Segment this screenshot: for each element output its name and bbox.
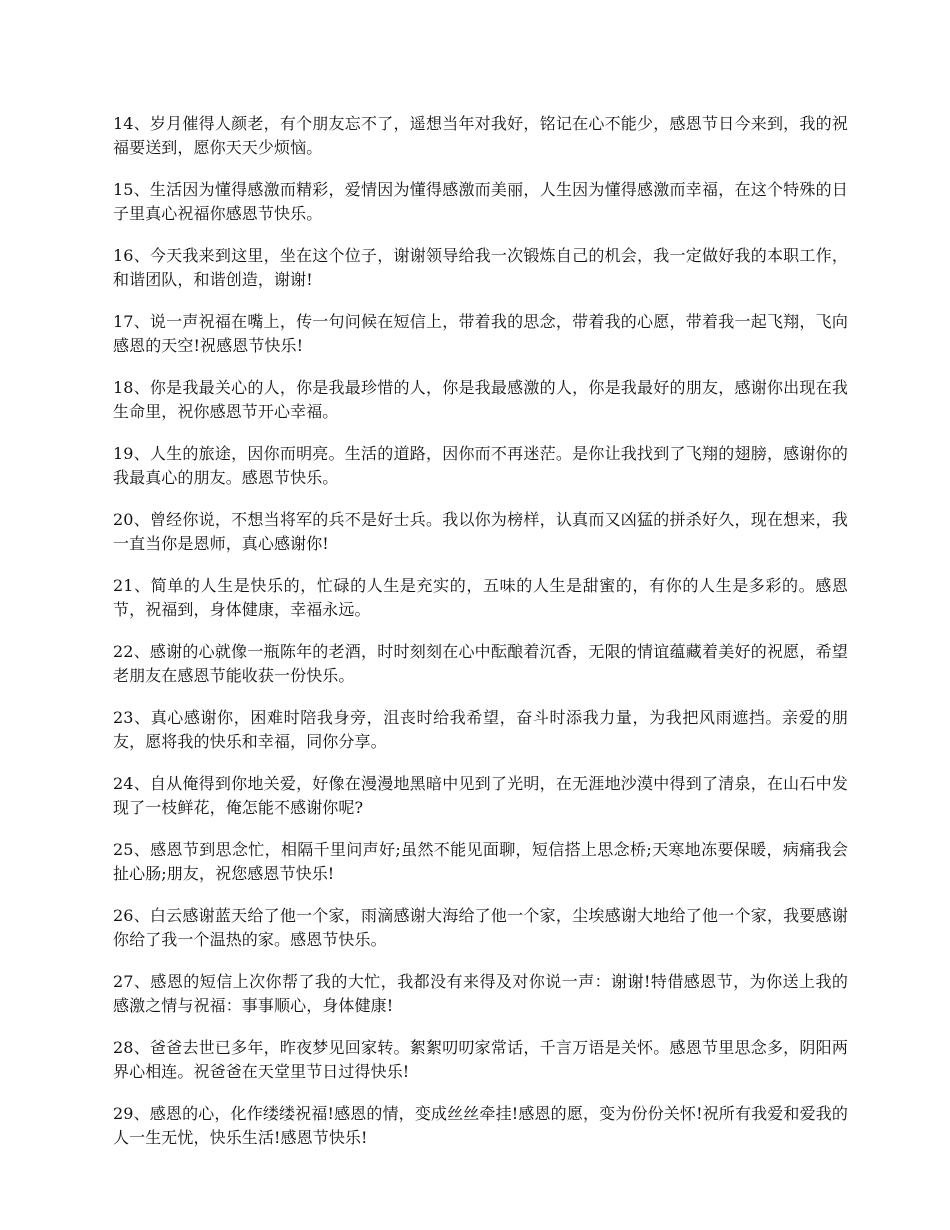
paragraph-25: 25、感恩节到思念忙，相隔千里问声好;虽然不能见面聊，短信搭上思念桥;天寒地冻要保暖，病痛我会扯心肠;朋友，祝您感恩节快乐! bbox=[113, 840, 848, 883]
paragraph-22: 22、感谢的心就像一瓶陈年的老酒，时时刻刻在心中酝酿着沉香，无限的情谊蕴藏着美好的祝愿，希望老朋友在感恩节能收获一份快乐。 bbox=[113, 642, 848, 685]
paragraph-18: 18、你是我最关心的人，你是我最珍惜的人，你是我最感激的人，你是我最好的朋友，感谢你出现在我生命里，祝你感恩节开心幸福。 bbox=[113, 378, 848, 421]
paragraph-29: 29、感恩的心，化作缕缕祝福!感恩的情，变成丝丝牵挂!感恩的愿，变为份份关怀!祝所有我爱和爱我的人一生无忧，快乐生活!感恩节快乐! bbox=[113, 1104, 848, 1147]
paragraph-21: 21、简单的人生是快乐的，忙碌的人生是充实的，五味的人生是甜蜜的，有你的人生是多彩的。感恩节，祝福到，身体健康，幸福永远。 bbox=[113, 576, 848, 619]
paragraph-24: 24、自从俺得到你地关爱，好像在漫漫地黑暗中见到了光明，在无涯地沙漠中得到了清泉，在山石中发现了一枝鲜花，俺怎能不感谢你呢? bbox=[113, 774, 848, 817]
paragraph-23: 23、真心感谢你，困难时陪我身旁，沮丧时给我希望，奋斗时添我力量，为我把风雨遮挡。亲爱的朋友，愿将我的快乐和幸福，同你分享。 bbox=[113, 708, 848, 751]
paragraph-15: 15、生活因为懂得感激而精彩，爱情因为懂得感激而美丽，人生因为懂得感激而幸福，在这个特殊的日子里真心祝福你感恩节快乐。 bbox=[113, 180, 848, 223]
paragraph-16: 16、今天我来到这里，坐在这个位子，谢谢领导给我一次锻炼自己的机会，我一定做好我的本职工作，和谐团队，和谐创造，谢谢! bbox=[113, 246, 848, 289]
paragraph-28: 28、爸爸去世已多年，昨夜梦见回家转。絮絮叨叨家常话，千言万语是关怀。感恩节里思念多，阴阳两界心相连。祝爸爸在天堂里节日过得快乐! bbox=[113, 1038, 848, 1081]
paragraph-26: 26、白云感谢蓝天给了他一个家，雨滴感谢大海给了他一个家，尘埃感谢大地给了他一个家，我要感谢你给了我一个温热的家。感恩节快乐。 bbox=[113, 906, 848, 949]
paragraph-14: 14、岁月催得人颜老，有个朋友忘不了，遥想当年对我好，铭记在心不能少，感恩节日今来到，我的祝福要送到，愿你天天少烦恼。 bbox=[113, 114, 848, 157]
document-body bbox=[113, 112, 848, 1168]
paragraph-17: 17、说一声祝福在嘴上，传一句问候在短信上，带着我的思念，带着我的心愿，带着我一起飞翔，飞向感恩的天空!祝感恩节快乐! bbox=[113, 312, 848, 355]
paragraph-19: 19、人生的旅途，因你而明亮。生活的道路，因你而不再迷茫。是你让我找到了飞翔的翅膀，感谢你的我最真心的朋友。感恩节快乐。 bbox=[113, 444, 848, 487]
paragraph-27: 27、感恩的短信上次你帮了我的大忙，我都没有来得及对你说一声：谢谢!特借感恩节，为你送上我的感激之情与祝福：事事顺心，身体健康! bbox=[113, 972, 848, 1015]
paragraph-20: 20、曾经你说，不想当将军的兵不是好士兵。我以你为榜样，认真而又凶猛的拼杀好久，现在想来，我一直当你是恩师，真心感谢你! bbox=[113, 510, 848, 553]
